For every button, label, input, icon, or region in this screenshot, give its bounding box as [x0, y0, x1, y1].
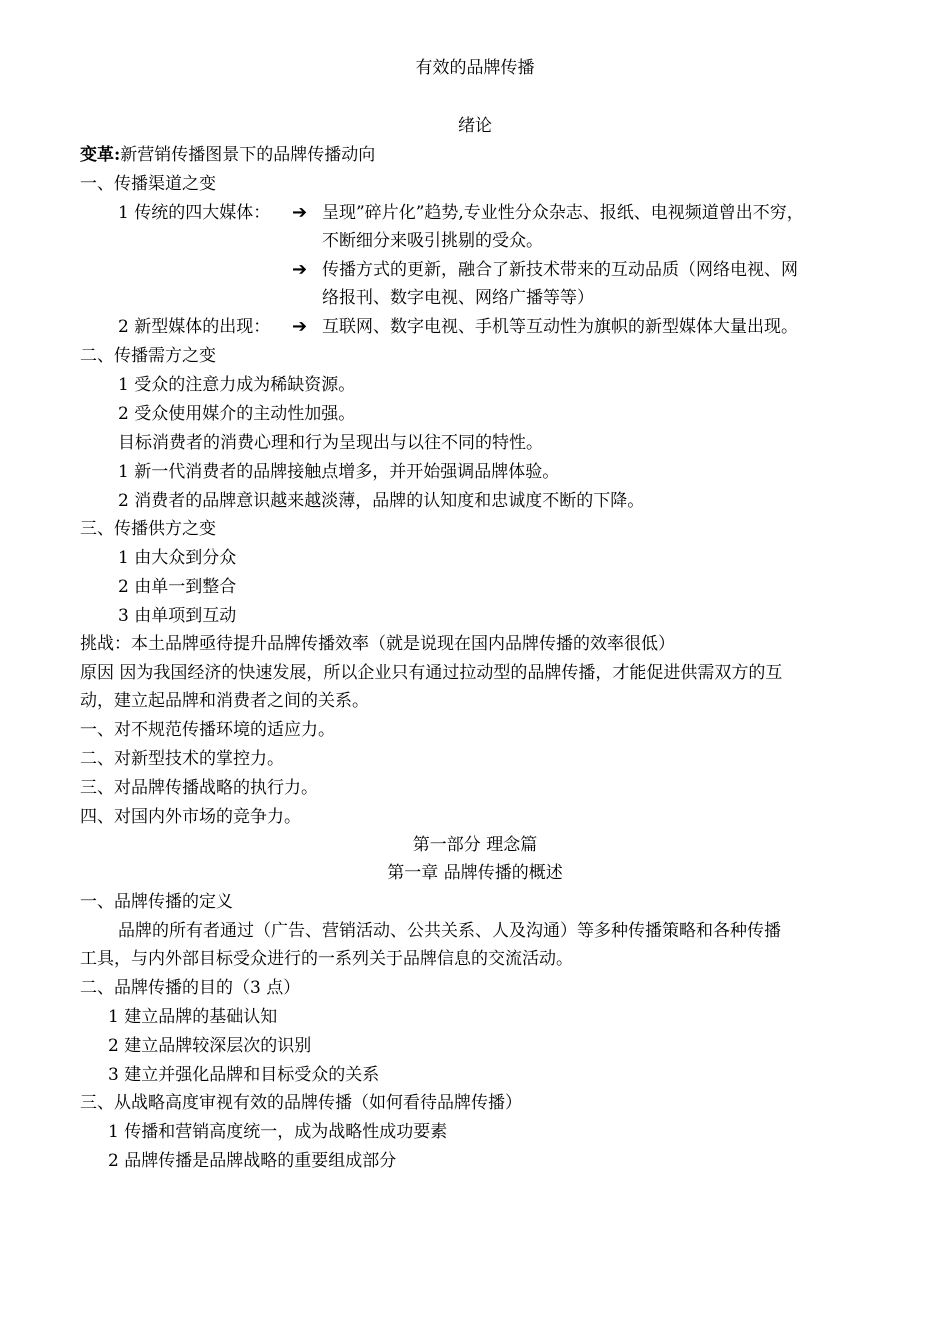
s2-note: 目标消费者的消费心理和行为呈现出与以往不同的特性。 [118, 433, 543, 453]
right-arrow-icon: ➔ [292, 202, 308, 223]
point-2: 二、对新型技术的掌控力。 [80, 749, 284, 769]
change-line [80, 144, 375, 166]
c2-item1: 1 建立品牌的基础认知 [108, 1007, 278, 1027]
right-arrow-icon: ➔ [292, 259, 308, 280]
s3-item1: 1 由大众到分众 [118, 548, 237, 568]
section-3-heading: 三、传播供方之变 [80, 519, 216, 539]
chapter-heading: 第一章 品牌传播的概述 [387, 863, 563, 883]
definition-line-1: 品牌的所有者通过（广告、营销活动、公共关系、人及沟通）等多种传播策略和各种传播 [118, 921, 781, 941]
point-3: 三、对品牌传播战略的执行力。 [80, 778, 318, 798]
s1-item1-bullet2-line2: 络报刊、数字电视、网络广播等等） [322, 288, 594, 308]
s1-item2-label: 2 新型媒体的出现： [118, 317, 271, 337]
chapter-section-3-heading: 三、从战略高度审视有效的品牌传播（如何看待品牌传播） [80, 1093, 522, 1113]
point-4: 四、对国内外市场的竞争力。 [80, 807, 301, 827]
section-2-heading: 二、传播需方之变 [80, 346, 216, 366]
point-1: 一、对不规范传播环境的适应力。 [80, 720, 335, 740]
s1-item1-bullet2-line1: 传播方式的更新，融合了新技术带来的互动品质（网络电视、网 [322, 260, 798, 280]
chapter-section-2-heading: 二、品牌传播的目的（3 点） [80, 978, 301, 998]
c2-item2: 2 建立品牌较深层次的识别 [108, 1036, 312, 1056]
c2-item3: 3 建立并强化品牌和目标受众的关系 [108, 1065, 380, 1085]
section-1-heading: 一、传播渠道之变 [80, 174, 216, 194]
change-prefix: 变革: [80, 145, 121, 165]
s1-item1-label: 1 传统的四大媒体： [118, 203, 271, 223]
c3-item2: 2 品牌传播是品牌战略的重要组成部分 [108, 1151, 397, 1171]
document-title: 有效的品牌传播 [415, 58, 535, 78]
s2-item3: 1 新一代消费者的品牌接触点增多，并开始强调品牌体验。 [118, 462, 560, 482]
change-text: 新营销传播图景下的品牌传播动向 [120, 145, 376, 165]
s3-item2: 2 由单一到整合 [118, 577, 237, 597]
s1-item2-bullet: 互联网、数字电视、手机等互动性为旗帜的新型媒体大量出现。 [322, 317, 798, 337]
s1-item1-bullet1-line1: 呈现”碎片化”趋势,专业性分众杂志、报纸、电视频道曾出不穷， [322, 203, 804, 223]
reason-line-1: 原因 因为我国经济的快速发展，所以企业只有通过拉动型的品牌传播，才能促进供需双方的互 [80, 663, 783, 683]
s2-item1: 1 受众的注意力成为稀缺资源。 [118, 375, 356, 395]
chapter-section-1-heading: 一、品牌传播的定义 [80, 892, 233, 912]
s2-item2: 2 受众使用媒介的主动性加强。 [118, 404, 356, 424]
challenge-line: 挑战：本土品牌亟待提升品牌传播效率（就是说现在国内品牌传播的效率很低） [80, 634, 675, 654]
s2-item4: 2 消费者的品牌意识越来越淡薄，品牌的认知度和忠诚度不断的下降。 [118, 491, 645, 511]
right-arrow-icon: ➔ [292, 316, 308, 337]
part-heading: 第一部分 理念篇 [412, 835, 538, 855]
c3-item1: 1 传播和营销高度统一，成为战略性成功要素 [108, 1122, 448, 1142]
intro-heading: 绪论 [458, 116, 492, 136]
s3-item3: 3 由单项到互动 [118, 606, 237, 626]
definition-line-2: 工具，与内外部目标受众进行的一系列关于品牌信息的交流活动。 [80, 949, 573, 969]
s1-item1-bullet1-line2: 不断细分来吸引挑剔的受众。 [322, 231, 543, 251]
reason-line-2: 动，建立起品牌和消费者之间的关系。 [80, 691, 369, 711]
